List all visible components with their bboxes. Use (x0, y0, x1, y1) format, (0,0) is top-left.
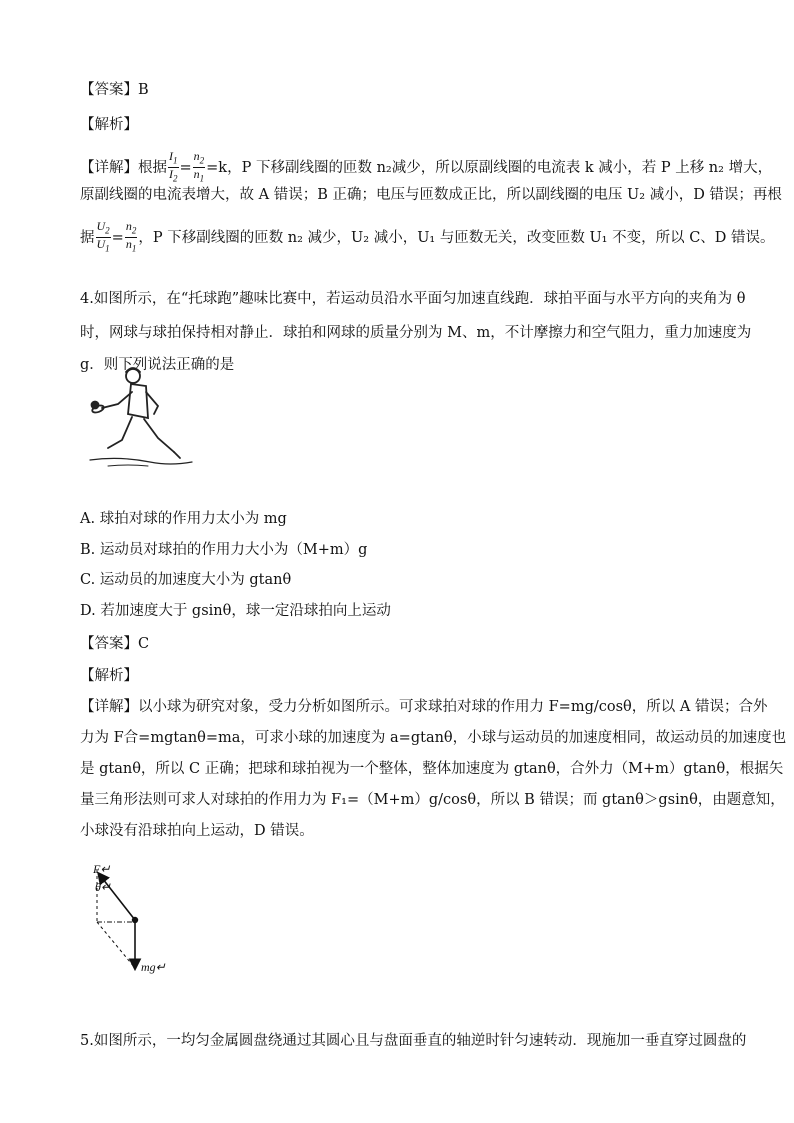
q3-analysis-heading: 【解析】 (80, 117, 138, 133)
label-f: F↵ (93, 862, 111, 876)
runner-illustration (88, 362, 198, 477)
q4-analysis-heading: 【解析】 (80, 668, 138, 684)
q3-detail-line-3: 据 $\frac{U_2}{U_1}$ = $\frac{n_2}{n_1}$ ，P 下移副线圈的匝数 n₂ 减少，U₂ 减小，U₁ 与匝数无关，改变匝数 U₁ 不变，所以 C、D 错误。 (80, 219, 775, 254)
q3-detail-line-1: 【详解】根据 $\frac{I_1}{I_2}$ = $\frac{n_2}{n_1}$ =k，P 下移副线圈的匝数 n₂减少，所以原副线圈的电流表 k 减小，若 P 上移 n₂ 增大， (80, 149, 773, 184)
q3-answer: 【答案】B (80, 82, 149, 98)
q3-detail-line-2: 原副线圈的电流表增大，故 A 错误；B 正确；电压与匝数成正比，所以副线圈的电压 U₂ 减小，D 错误；再根 (80, 187, 782, 203)
q4-detail-line-1: 【详解】以小球为研究对象，受力分析如图所示。可求球拍对球的作用力 F=mg/cosθ，所以 A 错误；合外 (80, 699, 768, 715)
label-theta: θ↵ (95, 880, 111, 894)
q4-option-b: B. 运动员对球拍的作用力大小为（M+m）g (80, 542, 368, 558)
q4-detail-line-4: 量三角形法则可求人对球拍的作用力为 F₁=（M+m）g/cosθ，所以 B 错误；而 gtanθ＞gsinθ，由题意知， (80, 792, 785, 808)
q3-detail-prefix: 【详解】根据 (80, 159, 167, 176)
q4-detail-line-2: 力为 F合=mgtanθ=ma，可求小球的加速度为 a=gtanθ，小球与运动员的加速度相同，故运动员的加速度也 (80, 730, 787, 746)
fraction-n2-n1-b: $\frac{n_2}{n_1}$ (125, 219, 137, 254)
q4-detail-line-3: 是 gtanθ，所以 C 正确；把球和球拍视为一个整体，整体加速度为 gtanθ，合外力（M+m）gtanθ，根据矢 (80, 761, 784, 777)
q5-stem-line-1: 5.如图所示，一均匀金属圆盘绕通过其圆心且与盘面垂直的轴逆时针匀速转动．现施加一垂直穿过圆盘的 (80, 1033, 747, 1049)
fraction-i1-i2: $\frac{I_1}{I_2}$ (169, 149, 178, 184)
q4-stem-line-2: 时，网球与球拍保持相对静止．球拍和网球的质量分别为 M、m，不计摩擦力和空气阻力，重力加速度为 (80, 325, 752, 341)
q4-option-d: D. 若加速度大于 gsinθ，球一定沿球拍向上运动 (80, 603, 391, 619)
q4-stem-line-1: 4.如图所示，在“托球跑”趣味比赛中，若运动员沿水平面匀加速直线跑．球拍平面与水平方向的夹角为 θ (80, 291, 746, 307)
q4-option-a: A. 球拍对球的作用力太小为 mg (80, 511, 287, 527)
fraction-n2-n1: $\frac{n_2}{n_1}$ (193, 149, 205, 184)
label-mg: mg↵ (141, 960, 166, 974)
q3-detail-suffix: =k，P 下移副线圈的匝数 n₂减少，所以原副线圈的电流表 k 减小，若 P 上移 n₂ 增大， (206, 159, 773, 176)
force-diagram (85, 862, 195, 982)
q4-option-c: C. 运动员的加速度大小为 gtanθ (80, 572, 292, 588)
q4-stem-line-3: g．则下列说法正确的是 (80, 357, 235, 373)
q4-detail-line-5: 小球没有沿球拍向上运动，D 错误。 (80, 823, 314, 839)
fraction-u2-u1: $\frac{U_2}{U_1}$ (96, 219, 110, 254)
q4-answer: 【答案】C (80, 636, 150, 652)
